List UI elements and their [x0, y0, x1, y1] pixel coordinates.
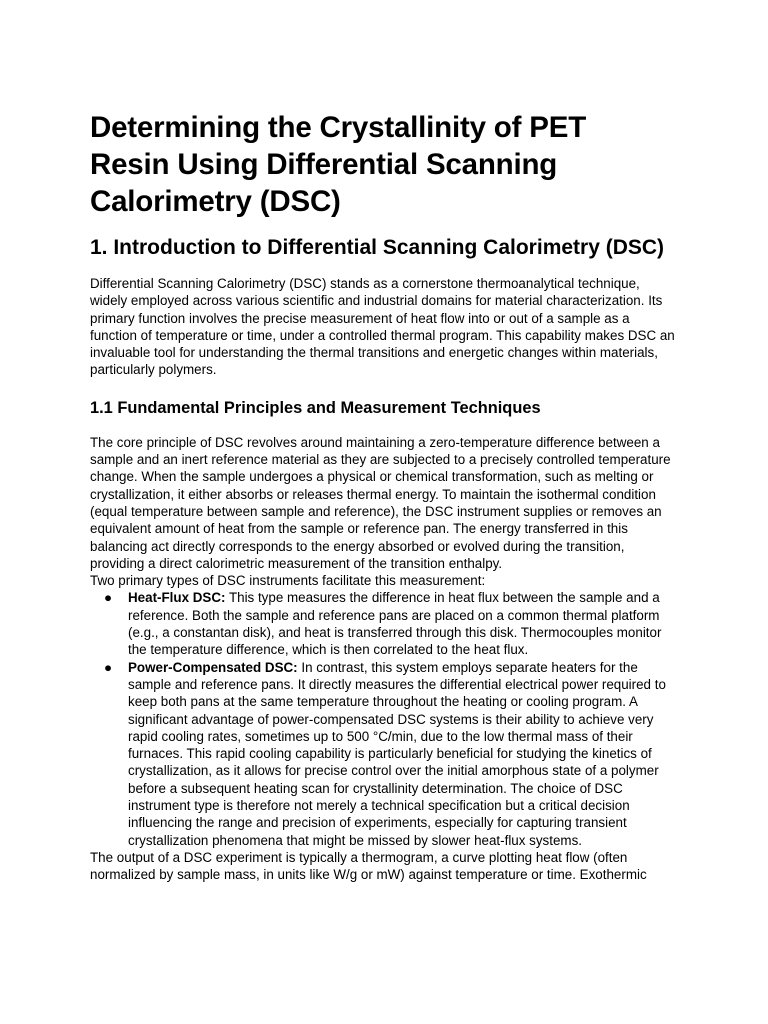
bullet-icon: ●	[104, 659, 113, 675]
list-item-text: In contrast, this system employs separate heaters for the sample and reference pans. It directly measures the differential electrical power required to keep both pans at the same temperature throughout the heating or cooling program. A significant advantage of power-compensated DSC systems is their ability to achieve very rapid cooling rates, sometimes up to 500 °C/min, due to the low thermal mass of their furnaces. This rapid cooling capability is particularly beneficial for studying the kinetics of crystallization, as it allows for precise control over the initial amorphous state of a polymer before a subsequent heating scan for crystallinity determination. The choice of DSC instrument type is therefore not merely a technical specification but a critical decision influencing the range and precision of experiments, especially for capturing transient crystallization phenomena that might be missed by slower heat-flux systems.	[128, 659, 666, 848]
list-item-power-compensated	[90, 659, 680, 849]
types-intro-paragraph: Two primary types of DSC instruments facilitate this measurement:	[90, 573, 486, 589]
bullet-icon: ●	[104, 590, 113, 606]
dsc-types-list	[90, 589, 680, 848]
core-principle-paragraph: The core principle of DSC revolves around maintaining a zero-temperature difference between a sample and an inert reference material as they are subjected to a precisely controlled temperature change. When the sample undergoes a physical or chemical transformation, such as melting or crystallization, it either absorbs or releases thermal energy. To maintain the isothermal condition (equal temperature between sample and reference), the DSC instrument supplies or removes an equivalent amount of heat from the sample or reference pan. The energy transferred in this balancing act directly corresponds to the energy absorbed or evolved during the transition, providing a direct calorimetric measurement of the transition enthalpy.	[90, 434, 671, 571]
output-paragraph: The output of a DSC experiment is typically a thermogram, a curve plotting heat flow (often normalized by sample mass, in units like W/g or mW) against temperature or time. Exothermic	[90, 849, 647, 883]
list-item-term: Heat-Flux DSC:	[128, 590, 226, 606]
document-title: Determining the Crystallinity of PET Resin Using Differential Scanning Calorimetry (DSC)	[90, 111, 587, 218]
list-item-heat-flux	[90, 589, 680, 658]
list-item-text: This type measures the difference in heat flux between the sample and a reference. Both the sample and reference pans are placed on a common thermal platform (e.g., a constantan disk), and heat is transferred through this disk. Thermocouples monitor the temperature difference, which is then correlated to the heat flux.	[128, 590, 662, 658]
intro-paragraph: Differential Scanning Calorimetry (DSC) stands as a cornerstone thermoanalytical technique, widely employed across various scientific and industrial domains for material characterization. Its primary function involves the precise measurement of heat flow into or out of a sample as a function of temperature or time, under a controlled thermal program. This capability makes DSC an invaluable tool for understanding the thermal transitions and energetic changes within materials, particularly polymers.	[90, 276, 675, 378]
section-1-heading: 1. Introduction to Differential Scanning Calorimetry (DSC)	[90, 236, 665, 259]
section-1-1-heading: 1.1 Fundamental Principles and Measurement Techniques	[90, 398, 541, 417]
list-item-term: Power-Compensated DSC:	[128, 659, 298, 675]
